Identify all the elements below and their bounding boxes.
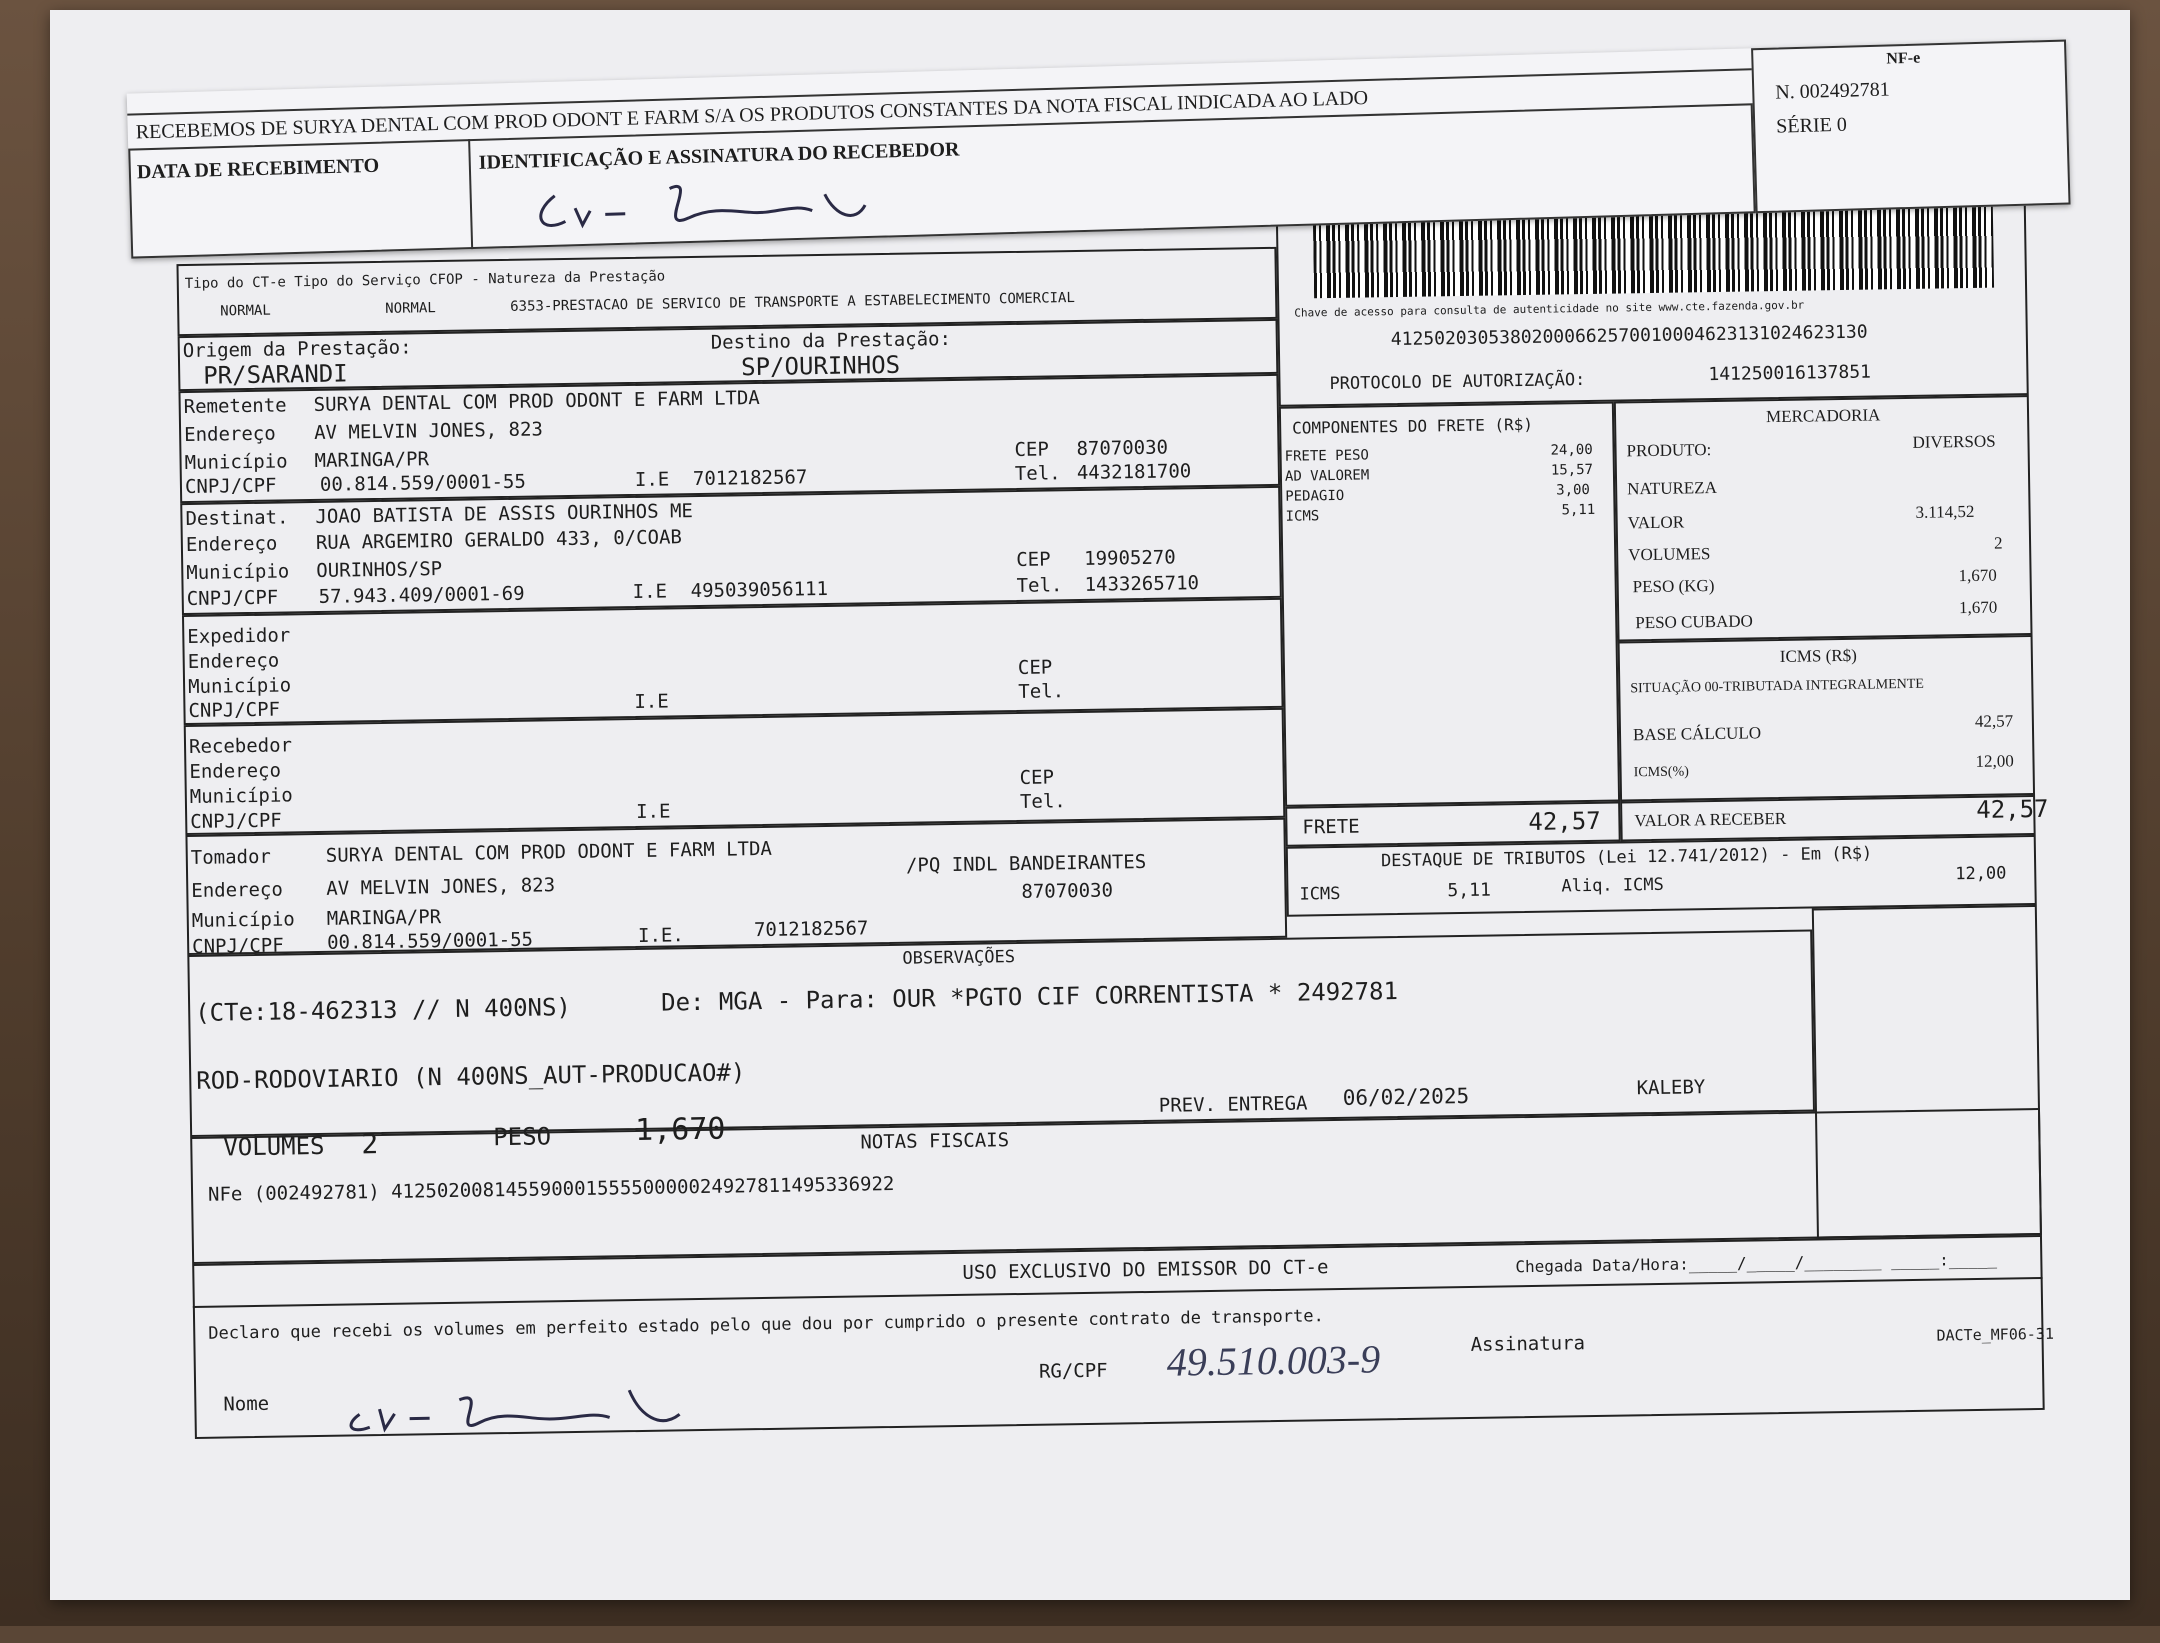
payer-cnpj-label: CNPJ/CPF <box>192 934 284 958</box>
stub-nfe-label: NF-e <box>1886 49 1921 68</box>
payer-ie-label: I.E. <box>637 924 685 947</box>
rg-handwritten: 49.510.003-9 <box>1166 1336 1381 1385</box>
tax-icms-label: ICMS <box>1299 883 1341 905</box>
payer-city: MARINGA/PR <box>326 906 442 930</box>
recipient-address: RUA ARGEMIRO GERALDO 433, 0/COAB <box>315 526 683 554</box>
weight-value: 1,670 <box>1958 565 1997 586</box>
freight-item-value: 15,57 <box>1550 461 1594 479</box>
cte-type: NORMAL <box>220 302 271 320</box>
receipt-declaration: Declaro que recebi os volumes em perfeito estado pelo que dou por cumprido o presente contrato de transporte. <box>208 1306 1324 1344</box>
origin-label: Origem da Prestação: <box>182 336 412 363</box>
recipient-ie: 495039056111 <box>690 577 829 603</box>
payer-name: SURYA DENTAL COM PROD ODONT E FARM LTDA <box>325 837 773 867</box>
sender-tel: 4432181700 <box>1076 460 1192 485</box>
receiver-cep-label: CEP <box>1019 766 1055 789</box>
sender-label: Remetente <box>183 394 287 419</box>
type-labels: Tipo do CT-e Tipo do Serviço CFOP - Natureza da Prestação <box>184 268 666 292</box>
recipient-tel-label: Tel. <box>1016 574 1063 597</box>
access-key: 41250203053802000662570010004623131024623130 <box>1390 321 1868 351</box>
receiver-cnpj-label: CNPJ/CPF <box>190 809 282 833</box>
payer-ie: 7012182567 <box>753 917 869 942</box>
notes-weight-value: 1,670 <box>634 1111 726 1149</box>
sender-cep: 87070030 <box>1076 436 1169 461</box>
tax-highlight-label: DESTAQUE DE TRIBUTOS (Lei 12.741/2012) - Em (R$) <box>1380 843 1873 872</box>
recipient-cep-label: CEP <box>1016 548 1051 571</box>
shipper-address-label: Endereço <box>187 649 280 673</box>
cubed-weight-value: 1,670 <box>1958 597 1998 618</box>
payer-cep: 87070030 <box>1021 879 1114 903</box>
stub-signature <box>529 165 871 238</box>
receiver-address-label: Endereço <box>189 759 282 783</box>
recipient-name: JOAO BATISTA DE ASSIS OURINHOS ME <box>315 500 694 528</box>
value-label: VALOR <box>1627 512 1685 533</box>
receiver-section <box>184 708 1286 835</box>
freight-item-name: AD VALOREM <box>1284 467 1370 485</box>
shipper-cep-label: CEP <box>1017 656 1053 679</box>
cfop: 6353-PRESTACAO DE SERVICO DE TRANSPORTE A ESTABELECIMENTO COMERCIAL <box>510 290 1075 315</box>
volumes-value: 2 <box>1993 533 2003 553</box>
stub-declaration: RECEBEMOS DE SURYA DENTAL COM PROD ODONT E FARM S/A OS PRODUTOS CONSTANTES DA NOTA FISCAL INDICADA AO LADO <box>135 87 1369 144</box>
sender-ie-label: I.E <box>634 468 670 491</box>
recipient-tel: 1433265710 <box>1084 572 1200 596</box>
recipient-city: OURINHOS/SP <box>316 557 443 582</box>
notes-line-2: ROD-RODOVIARIO (N 400NS_AUT-PRODUCAO#) <box>196 1058 746 1095</box>
issuer-label: USO EXCLUSIVO DO EMISSOR DO CT-e <box>962 1256 1329 1284</box>
sender-name: SURYA DENTAL COM PROD ODONT E FARM LTDA <box>313 386 760 416</box>
sender-city: MARINGA/PR <box>314 448 430 472</box>
rg-label: RG/CPF <box>1038 1359 1108 1383</box>
recipient-cnpj-label: CNPJ/CPF <box>186 586 279 611</box>
goods-value: 3.114,52 <box>1915 501 1975 522</box>
goods-label: MERCADORIA <box>1765 405 1881 427</box>
freight-total: 42,57 <box>1528 806 1601 836</box>
tax-icms-value: 5,11 <box>1447 879 1491 902</box>
sender-address: AV MELVIN JONES, 823 <box>313 418 544 444</box>
freight-item-name: PEDAGIO <box>1285 487 1345 505</box>
freight-item-value: 3,00 <box>1556 481 1591 499</box>
receiver-tel-label: Tel. <box>1019 790 1066 813</box>
amount-due-value: 42,57 <box>1976 794 2049 824</box>
invoices-label: NOTAS FISCAIS <box>860 1129 1010 1154</box>
volumes-label: VOLUMES <box>1628 544 1711 565</box>
tax-base-label: BASE CÁLCULO <box>1632 723 1762 745</box>
service-type: NORMAL <box>385 300 436 317</box>
freight-item-name: FRETE PESO <box>1284 447 1370 465</box>
payer-address-label: Endereço <box>191 878 283 902</box>
form-code: DACTe_MF06-31 <box>1936 1324 2055 1345</box>
amount-due-label: VALOR A RECEBER <box>1634 808 1787 831</box>
cubed-weight-label: PESO CUBADO <box>1635 611 1754 633</box>
sender-tel-label: Tel. <box>1014 462 1061 485</box>
shipper-city-label: Município <box>187 674 292 698</box>
notes-line-1b: De: MGA - Para: OUR *PGTO CIF CORRENTISTA * 2492781 <box>660 977 1399 1017</box>
signature-label: Assinatura <box>1470 1332 1586 1356</box>
icms-situation: SITUAÇÃO 00-TRIBUTADA INTEGRALMENTE <box>1630 676 1925 697</box>
stub-id-label: IDENTIFICAÇÃO E ASSINATURA DO RECEBEDOR <box>478 138 960 174</box>
delivery-forecast-date: 06/02/2025 <box>1342 1083 1470 1110</box>
notes-label: OBSERVAÇÕES <box>902 947 1016 969</box>
product-label: PRODUTO: <box>1626 440 1712 461</box>
weight-label: PESO (KG) <box>1632 576 1715 597</box>
arrival-datetime: Chegada Data/Hora:_____/_____/________ _____:_____ <box>1515 1249 1998 1277</box>
recipient-signature <box>339 1374 700 1440</box>
recipient-address-label: Endereço <box>185 532 278 557</box>
tax-base-value: 42,57 <box>1974 711 2014 731</box>
access-key-label: Chave de acesso para consulta de autenticidade no site www.cte.fazenda.gov.br <box>1294 298 1805 320</box>
freight-total-label: FRETE <box>1302 815 1360 839</box>
notes-weight-label: PESO <box>493 1122 552 1152</box>
operator-name: KALEBY <box>1636 1076 1706 1100</box>
receiver-ie-label: I.E <box>635 800 671 823</box>
sender-ie: 7012182567 <box>692 466 808 491</box>
nature-label: NATUREZA <box>1627 477 1718 499</box>
sender-cnpj-label: CNPJ/CPF <box>184 474 277 499</box>
notes-volumes-value: 2 <box>361 1127 379 1161</box>
name-label: Nome <box>223 1392 270 1416</box>
freight-item-value: 24,00 <box>1550 441 1593 459</box>
freight-components-label: COMPONENTES DO FRETE (R$) <box>1292 414 1534 438</box>
icms-rate-label: ICMS(%) <box>1633 764 1689 781</box>
payer-cnpj: 00.814.559/0001-55 <box>326 928 534 954</box>
receiver-city-label: Município <box>189 784 293 808</box>
invoice-key: NFe (002492781) 41250200814559000155550000024927811495336922 <box>207 1172 895 1206</box>
shipper-tel-label: Tel. <box>1018 680 1065 703</box>
protocol-label: PROTOCOLO DE AUTORIZAÇÃO: <box>1329 370 1586 395</box>
freight-item-value: 5,11 <box>1561 501 1596 519</box>
tax-rate-value: 12,00 <box>1955 863 2007 885</box>
destination-value: SP/OURINHOS <box>740 350 901 382</box>
icms-label: ICMS (R$) <box>1779 645 1857 666</box>
freight-item-name: ICMS <box>1285 508 1320 525</box>
icms-rate-value: 12,00 <box>1975 751 2014 771</box>
shipper-cnpj-label: CNPJ/CPF <box>188 698 281 722</box>
recipient-ie-label: I.E <box>632 580 668 603</box>
stub-nfe-number: N. 002492781 <box>1775 78 1891 104</box>
payer-city-label: Município <box>191 908 295 932</box>
sender-city-label: Município <box>184 450 288 475</box>
sender-address-label: Endereço <box>183 422 276 447</box>
product-value: DIVERSOS <box>1912 431 1996 452</box>
origin-value: PR/SARANDI <box>203 359 348 390</box>
shipper-ie-label: I.E <box>634 690 669 713</box>
payer-address: AV MELVIN JONES, 823 <box>326 874 556 900</box>
recipient-city-label: Município <box>186 560 290 585</box>
payer-label: Tomador <box>190 845 272 869</box>
receiver-label: Recebedor <box>188 734 293 758</box>
tax-rate-label: Aliq. ICMS <box>1561 874 1664 897</box>
recipient-label: Destinat. <box>185 506 289 531</box>
recipient-cnpj: 57.943.409/0001-69 <box>318 582 525 608</box>
recipient-cep: 19905270 <box>1084 546 1176 570</box>
delivery-forecast-label: PREV. ENTREGA <box>1158 1092 1308 1117</box>
payer-district: /PQ INDL BANDEIRANTES <box>905 850 1147 877</box>
stub-serie: SÉRIE 0 <box>1775 113 1848 138</box>
shipper-label: Expedidor <box>187 624 291 648</box>
protocol-number: 141250016137851 <box>1708 361 1872 386</box>
sender-cep-label: CEP <box>1014 438 1049 461</box>
sender-cnpj: 00.814.559/0001-55 <box>319 470 527 496</box>
shipper-section <box>182 598 1284 725</box>
destination-label: Destino da Prestação: <box>710 327 952 354</box>
notes-volumes-label: VOLUMES <box>223 1131 325 1162</box>
stub-date-label: DATA DE RECEBIMENTO <box>136 154 380 184</box>
notes-line-1a: (CTe:18-462313 // N 400NS) <box>195 993 572 1027</box>
